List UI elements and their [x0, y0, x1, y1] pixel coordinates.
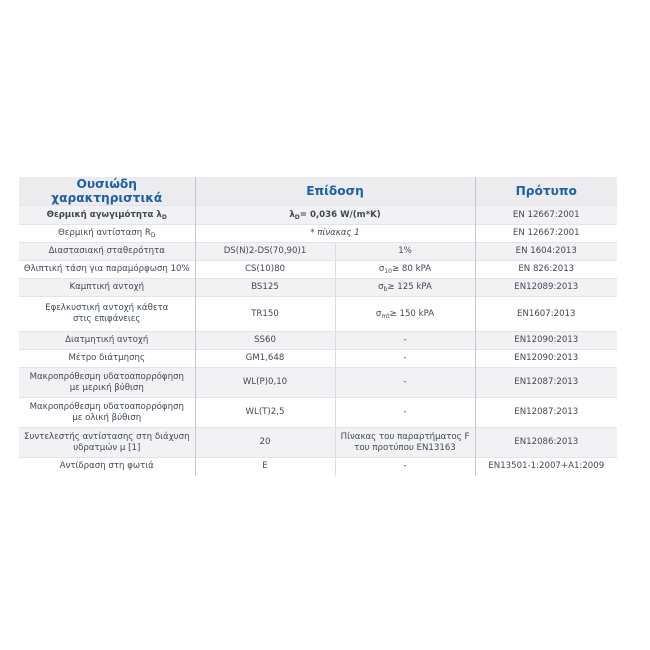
table-row	[19, 206, 617, 225]
table-row	[19, 297, 617, 332]
row-performance: $\lambda_D= 0,036$ W/(m*K)	[195, 206, 475, 225]
row-label: Θερμική αντίσταση $R_D$	[19, 225, 195, 243]
table-row	[19, 368, 617, 398]
row-standard: EN12087:2013	[475, 398, 617, 428]
table-row	[19, 225, 617, 243]
row-code: E	[195, 458, 335, 476]
row-code: WL(P)0,10	[195, 368, 335, 398]
row-performance: * πίνακας 1	[195, 225, 475, 243]
row-label: Μακροπρόθεσμη υδατοαπορρόφηση με ολική βύθιση	[19, 398, 195, 428]
row-code: TR150	[195, 297, 335, 332]
row-standard: EN12090:2013	[475, 350, 617, 368]
row-label: Θερμική αγωγιμότητα $\lambda_D$	[19, 206, 195, 225]
row-measure: Πίνακας του παραρτήματος F του προτύπου EN13163	[335, 428, 475, 458]
row-code: SS60	[195, 332, 335, 350]
row-measure: $\sigma_b\ge 125$ kPA	[335, 279, 475, 297]
row-label: Θλιπτική τάση για παραμόρφωση 10%	[19, 261, 195, 279]
row-standard: EN 12667:2001	[475, 225, 617, 243]
table-row	[19, 243, 617, 261]
row-measure: $\sigma_{mt}\ge 150$ kPA	[335, 297, 475, 332]
row-measure: -	[335, 332, 475, 350]
row-standard: EN1607:2013	[475, 297, 617, 332]
table-row	[19, 261, 617, 279]
row-standard: EN12089:2013	[475, 279, 617, 297]
table-row	[19, 398, 617, 428]
table-row	[19, 279, 617, 297]
row-code: CS(10)80	[195, 261, 335, 279]
row-code: DS(N)2-DS(70,90)1	[195, 243, 335, 261]
row-measure: -	[335, 350, 475, 368]
row-code: WL(T)2,5	[195, 398, 335, 428]
row-measure: -	[335, 458, 475, 476]
row-standard: EN12086:2013	[475, 428, 617, 458]
row-label: Αντίδραση στη φωτιά	[19, 458, 195, 476]
table-row	[19, 458, 617, 476]
row-label: Διατμητική αντοχή	[19, 332, 195, 350]
row-code: 20	[195, 428, 335, 458]
row-measure: 1%	[335, 243, 475, 261]
table-row	[19, 350, 617, 368]
table-row	[19, 428, 617, 458]
row-standard: EN 1604:2013	[475, 243, 617, 261]
row-standard: EN 12667:2001	[475, 206, 617, 225]
header-characteristic: Ουσιώδη χαρακτηριστικά	[19, 177, 195, 206]
row-standard: EN13501-1:2007+A1:2009	[475, 458, 617, 476]
row-label: Εφελκυστική αντοχή κάθετα στις επιφάνειες	[19, 297, 195, 332]
row-measure: -	[335, 398, 475, 428]
table-row	[19, 332, 617, 350]
row-label: Καμπτική αντοχή	[19, 279, 195, 297]
row-standard: EN 826:2013	[475, 261, 617, 279]
row-standard: EN12090:2013	[475, 332, 617, 350]
row-code: GM1,648	[195, 350, 335, 368]
row-code: BS125	[195, 279, 335, 297]
row-measure: $\sigma_{10}\ge 80$ kPA	[335, 261, 475, 279]
row-standard: EN12087:2013	[475, 368, 617, 398]
row-label: Μακροπρόθεσμη υδατοαπορρόφηση με μερική βύθιση	[19, 368, 195, 398]
header-performance: Επίδοση	[195, 177, 475, 206]
row-measure: -	[335, 368, 475, 398]
table-header-row	[19, 177, 617, 206]
header-standard: Πρότυπο	[475, 177, 617, 206]
characteristics-table	[19, 177, 617, 476]
row-label: Συντελεστής αντίστασης στη διάχυση υδρατμών μ [1]	[19, 428, 195, 458]
row-label: Μέτρο διάτμησης	[19, 350, 195, 368]
row-label: Διαστασιακή σταθερότητα	[19, 243, 195, 261]
